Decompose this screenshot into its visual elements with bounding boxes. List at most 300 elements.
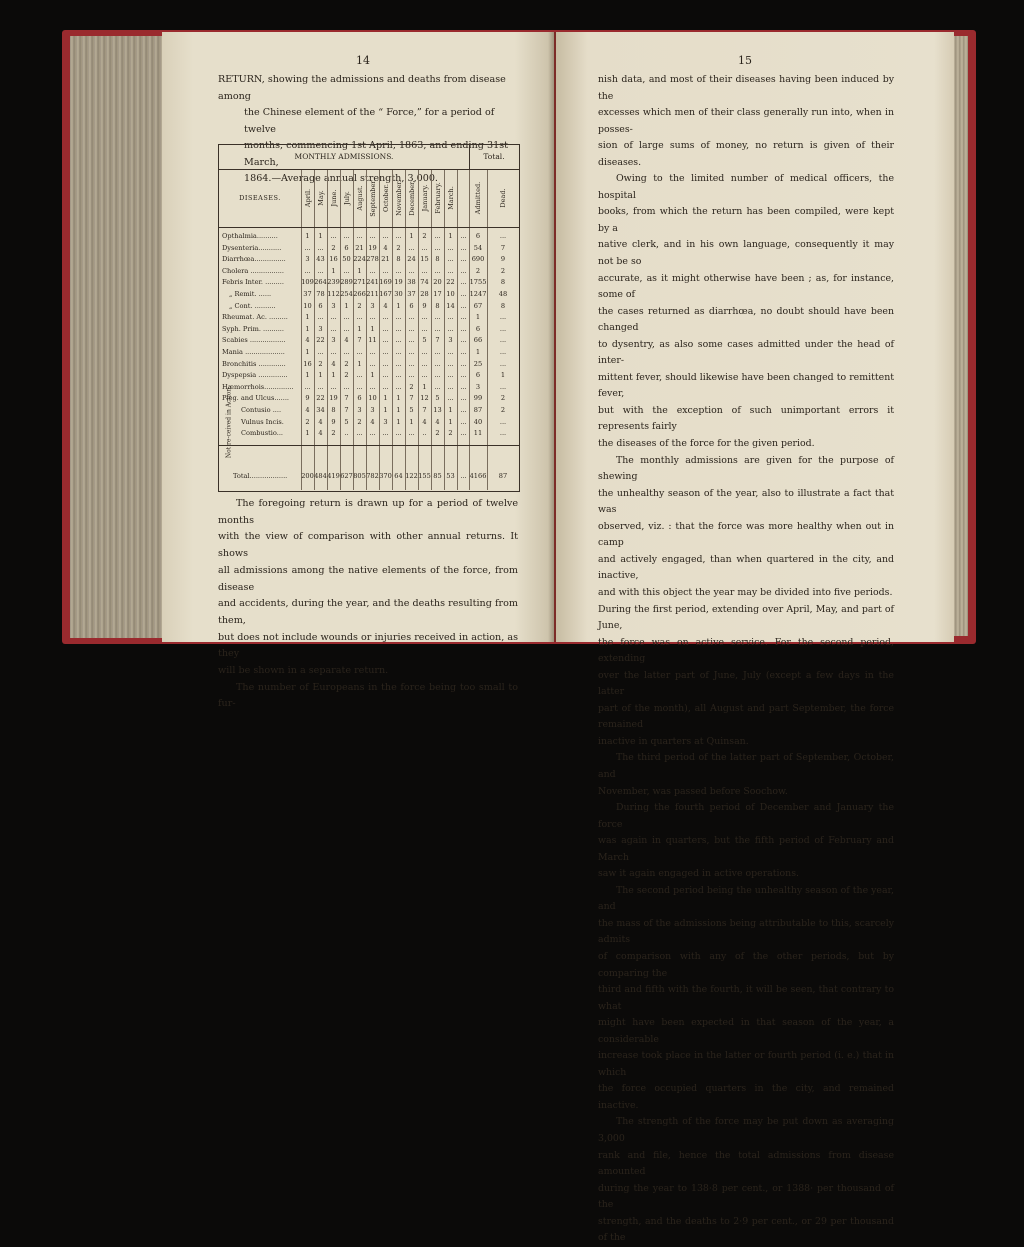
table-cell: 1 [409,417,414,426]
total-cell: 53 [446,472,455,480]
table-cell: 16 [303,359,312,368]
table-cell: 1 [305,313,310,322]
table-cell: 2 [344,371,349,380]
table-cell: ... [434,232,441,240]
table-cell: 2 [318,359,323,368]
table-cell: 3 [305,255,310,264]
table-cell: 6 [409,301,414,310]
table-cell: ... [369,429,376,438]
table-row [219,393,519,405]
table-cell: ... [408,371,415,380]
table-cell: 19 [329,394,338,403]
table-cell: 8 [435,255,440,264]
month-header-label: August. [355,185,364,211]
table-cell: ... [382,382,389,391]
month-header [418,170,431,226]
table-cell: 167 [379,290,392,298]
table-cell: 15 [420,255,429,264]
total-cell: 419 [327,472,340,480]
table-cell: ... [460,324,467,333]
table-cell: ... [408,324,415,333]
disease-name: Dysenteria........... [222,243,282,252]
table-cell: ... [460,243,467,252]
table-cell: 8 [435,301,440,310]
table-cell: ... [343,232,350,240]
total-cell: 200 [301,472,314,480]
table-row [219,370,519,382]
table-cell: ... [395,429,402,438]
table-cell: 3 [318,324,323,333]
table-cell: ... [369,348,376,356]
month-header-label: July. [342,191,351,205]
table-row [219,324,519,336]
total-cell: 155 [418,472,431,480]
table-cell: ... [447,359,454,368]
table-cell: ... [408,348,415,356]
disease-name: Dyspepsia .............. [222,371,288,380]
table-cell: ... [460,266,467,275]
table-cell: ... [304,382,311,391]
paragraph-line: the diseases of the force for the given period. [598,438,815,450]
table-cell: 112 [327,290,340,298]
month-header [405,170,418,226]
table-cell: ... [382,324,389,333]
disease-name: „ Remit. ...... [229,290,272,298]
table-cell: ... [317,266,324,275]
table-cell: 7 [357,336,362,345]
table-cell: ... [408,429,415,438]
table-cell: 1 [370,324,375,333]
total-cell: 64 [394,472,403,480]
table-cell: 109 [301,278,314,287]
paragraph-line: excesses which men of their class generally run into, when in posses- [598,107,894,135]
month-header [392,170,405,226]
section-brace-label [221,386,237,459]
paragraph-line: increase took place in the latter or fourth period (i. e.) that in which [598,1050,894,1078]
disease-name: Pleg. and Ulcus....... [222,394,290,403]
heading-line: 1864.—Average annual strength, 3,000. [244,173,438,184]
table-cell: 38 [407,278,416,287]
table-cell: 1 [448,232,453,240]
paragraph-line: with the view of comparison with other annual returns. It shows [218,531,518,560]
table-cell: 1247 [469,290,487,298]
section-label: Not re-ceived in Action. [225,386,233,459]
table-cell: 30 [394,290,403,298]
table-cell: 9 [305,394,310,403]
table-cell: 1 [475,313,481,322]
table-cell: ... [395,348,402,356]
total-cell: 122 [405,472,418,480]
disease-name: Febris Inter. ......... [222,278,284,287]
table-cell: 1 [422,382,427,391]
table-cell: ... [499,359,507,368]
table-cell: ... [395,336,402,345]
month-header-label: January. [420,184,429,212]
monthly-admissions-header: MONTHLY ADMISSIONS. [219,145,470,169]
month-header [340,170,353,226]
table-cell: 4 [318,417,323,426]
table-cell: 4 [435,417,440,426]
table-cell: 1 [318,371,323,380]
table-cell: 1 [305,371,310,380]
table-cell: 1 [357,266,362,275]
table-cell: ... [499,336,507,345]
table-cell: ... [395,359,402,368]
table-cell: ... [499,429,507,438]
table-cell: 8 [331,406,336,414]
total-header: Total. [483,152,505,161]
table-group-header [219,145,519,170]
paragraph-line: but with the exception of such unimportant errors it represents fairly [598,404,894,433]
month-header-label: February. [433,182,442,214]
table-cell: 24 [407,255,416,264]
table-cell: ... [382,266,389,275]
table-cell: ... [304,266,311,275]
table-cell: 289 [340,278,353,287]
table-cell: 21 [355,243,364,252]
table-cell: ... [460,394,467,403]
table-cell: 9 [500,255,506,264]
table-cell: 13 [433,406,442,414]
table-cell: ... [330,348,337,356]
month-header-label: September. [368,179,377,217]
table-cell: 7 [500,243,506,252]
header-rule [219,227,519,228]
paragraph-line: The monthly admissions are given for the purpose of shewing [598,454,894,483]
table-cell: 1755 [469,278,487,287]
table-row [219,417,519,429]
table-cell: 3 [357,406,362,414]
table-cell: 4 [305,406,310,414]
paragraph-line: sion of large sums of money, no return is given of their diseases. [598,140,894,168]
table-cell: 6 [344,243,349,252]
table-cell: 21 [381,255,390,264]
table-cell: 10 [446,290,455,298]
table-cell: ... [434,359,441,368]
table-cell: ... [369,266,376,275]
paragraph-line: November, was passed before Soochow. [598,785,788,797]
table-cell: 6 [357,394,362,403]
table-cell: 28 [420,290,429,298]
table-cell: 20 [433,278,442,287]
paragraph-line: the force occupied quarters in the city, and remained inactive. [598,1083,894,1111]
total-cell: 805 [353,472,366,480]
table-cell: 1 [396,394,401,403]
table-cell: ... [447,371,454,380]
table-cell: ... [369,359,376,368]
paragraph-line: during the year to 138·8 per cent., or 1388· per thousand of the [598,1182,894,1211]
table-cell: ... [421,266,428,275]
table-cell: 1 [305,429,310,438]
table-cell: 12 [420,394,429,403]
page-number: 15 [738,54,752,67]
paragraph-line: During the fourth period of December and January the force [598,802,894,830]
table-cell: 8 [396,255,401,264]
table-cell: 1 [331,371,336,380]
table-cell: 25 [473,359,483,368]
table-cell: ... [356,382,363,391]
table-cell: 254 [340,290,353,298]
table-cell: 40 [473,417,483,426]
table-cell: 19 [368,243,377,252]
table-cell: 2 [448,429,453,438]
total-cell: ... [460,472,467,480]
month-header-label: April. [303,188,312,208]
paragraph-line: The foregoing return is drawn up for a period of twelve months [218,498,518,526]
paragraph-line: will be shown in a separate return. [218,665,389,677]
table-cell: ... [421,324,428,333]
disease-name: Mania ................... [222,348,285,356]
table-cell: ... [447,313,454,322]
paragraph-line: mittent fever, should likewise have been changed to remittent fever, [598,371,894,400]
paragraph-line: over the latter part of June, July (except a few days in the latter [598,669,894,698]
table-cell: 74 [420,278,429,287]
heading-line: the Chinese element of the “ Force,” for a period of twelve [244,107,495,135]
month-header [366,170,379,226]
table-row [219,277,519,289]
table-row [219,312,519,324]
left-body-text [218,496,518,713]
paragraph-line: The third period of the latter part of September, October, and [598,752,894,780]
paragraph-line: During the first period, extending over April, May, and part of June, [598,603,894,632]
paragraph-line: accurate, as it might otherwise have been ; as, for instance, some of [598,272,894,301]
table-cell: ... [447,243,454,252]
table-cell: 10 [368,394,377,403]
paragraph-line: but does not include wounds or injuries received in action, as they [218,631,518,660]
table-cell: 1 [396,406,401,414]
table-cell: 278 [366,255,379,264]
month-header [444,170,457,226]
table-cell: 7 [344,406,349,414]
table-cell: 3 [475,382,481,391]
table-cell: ... [460,429,467,438]
disease-name: Syph. Prim. .......... [222,324,285,333]
table-cell: 5 [435,394,440,403]
table-cell: 6 [475,324,481,333]
table-cell: ... [369,232,376,240]
table-cell: 3 [383,417,388,426]
table-cell: 4 [318,429,323,438]
table-cell: ... [460,348,467,356]
disease-name: Scabies ................. [222,336,286,345]
table-cell: 3 [331,336,336,345]
table-cell: ... [343,382,350,391]
total-label: Total.................. [233,472,288,480]
table-cell: ... [317,313,324,322]
table-cell: ... [395,371,402,380]
table-cell: 1 [500,371,506,380]
table-cell: ... [395,313,402,322]
paragraph-line: the unhealthy season of the year, also to illustrate a fact that was [598,487,894,516]
table-cell: 99 [473,394,483,403]
table-cell: 2 [500,394,506,403]
table-cell: 1 [383,394,388,403]
table-cell: ... [447,324,454,333]
month-header-label: December. [407,180,416,216]
heading-line: RETURN, showing the admissions and deaths from disease among [218,74,506,102]
table-cell: ... [382,232,389,240]
disease-name: Rheumat. Ac. ......... [222,313,288,322]
table-cell: ... [395,382,402,391]
table-cell: 54 [473,243,483,252]
table-cell: ... [421,243,428,252]
table-cell: ... [330,324,337,333]
paragraph-line: the cases returned as diarrhœa, no doubt should have been changed [598,305,894,334]
table-cell: 1 [383,406,388,414]
table-cell: 2 [475,266,481,275]
table-cell: ... [343,348,350,356]
table-cell: 4 [344,336,349,345]
total-column-header [487,170,519,226]
month-header [301,170,314,226]
table-cell: 1 [409,232,414,240]
table-cell: ... [434,371,441,380]
table-cell: 2 [331,429,336,438]
table-cell: ... [369,313,376,322]
table-cell: ... [356,348,363,356]
table-cell: ... [460,371,467,380]
table-cell: ... [434,382,441,391]
table-cell: 4 [305,336,310,345]
disease-name: Combustio... [241,429,284,438]
table-cell: ... [343,266,350,275]
table-cell: ... [434,266,441,275]
paragraph-line: part of the month), all August and part September, the force remained [598,702,894,731]
paragraph-line: nish data, and most of their diseases having been induced by the [598,74,894,102]
paragraph-line: The number of Europeans in the force being too small to fur- [218,681,518,710]
table-row [219,243,519,255]
month-header-label: March. [446,186,455,210]
table-cell: ... [460,278,467,287]
table-row [219,347,519,359]
heading-line: months, commencing 1st April, 1863, and ending 31st March, [244,140,508,168]
paragraph-line: and with this object the year may be divided into five periods. [598,586,893,598]
table-cell: 6 [318,301,323,310]
table-cell: 3 [331,301,336,310]
table-cell: ... [499,313,507,322]
disease-name: Vulnus Incis. [241,417,284,426]
paragraph-line: was again in quarters, but the fifth period of February and March [598,835,894,863]
paragraph-line: saw it again engaged in active operations. [598,868,800,880]
total-column-header [469,170,487,226]
table-row [219,405,519,417]
table-cell: 2 [500,406,506,414]
table-row [219,301,519,313]
table-cell: ... [369,382,376,391]
page-edges-left [70,36,166,638]
table-cell: ... [330,232,337,240]
table-row [219,266,519,278]
admissions-table [218,144,520,492]
table-row [219,289,519,301]
table-cell: 2 [422,232,427,240]
paragraph-line: books, from which the return has been compiled, were kept by a [598,206,894,234]
paragraph-line: all admissions among the native elements of the force, from disease [218,564,518,593]
table-cell: 5 [344,417,349,426]
table-cell: ... [460,232,467,240]
table-cell: ... [330,313,337,322]
table-cell: 11 [473,429,483,438]
table-row [219,254,519,266]
disease-name: Opthalmia.......... [222,232,278,240]
table-cell: ... [356,371,363,380]
table-cell: ... [434,243,441,252]
table-cell: ... [382,359,389,368]
table-cell: ... [447,348,454,356]
table-cell: 50 [342,255,351,264]
table-cell: 4 [331,359,336,368]
paragraph-line: strength, and the deaths to 2·9 per cent., or 29 per thousand of the [598,1215,894,1244]
table-cell: ... [460,255,467,264]
month-header [327,170,340,226]
table-cell: ... [434,348,441,356]
table-cell: 2 [409,382,414,391]
paragraph-line: the mass of the admissions being attributable to this, scarcely admits [598,917,894,946]
table-cell: 14 [446,301,455,310]
table-cell: 7 [344,394,349,403]
table-cell: 264 [314,278,327,287]
table-cell: ... [343,313,350,322]
table-cell: 37 [407,290,416,298]
table-cell: 2 [305,417,310,426]
table-cell: 1 [448,417,453,426]
table-cell: ... [408,336,415,345]
table-cell: ... [317,382,324,391]
paragraph-line: might have been expected in that season of the year, a considerable [598,1017,894,1045]
paragraph-line: inactive in quarters at Quinsan. [598,735,749,747]
table-cell: 6 [475,371,481,380]
table-cell: ... [447,382,454,391]
table-cell: 1 [396,417,401,426]
table-cell: 87 [473,406,483,414]
table-cell: ... [421,348,428,356]
page-number: 14 [356,54,370,67]
table-cell: 1 [344,301,349,310]
month-header-label: October. [381,184,390,212]
month-header [431,170,444,226]
table-cell: ... [460,382,467,391]
table-cell: 5 [422,336,427,345]
table-cell: 22 [316,336,325,345]
table-cell: .. [344,429,349,438]
table-cell: ... [304,243,311,252]
total-cell: 87 [498,472,508,480]
table-cell: 1 [396,301,401,310]
table-cell: 2 [396,243,401,252]
paragraph-line: The second period being the unhealthy season of the year, and [598,884,894,913]
diseases-header: DISEASES. [239,194,281,202]
table-cell: ... [460,290,467,298]
table-cell: ... [382,336,389,345]
table-cell: 211 [366,290,379,298]
table-cell: 224 [353,255,366,264]
table-cell: ... [499,232,507,240]
table-cell: 19 [394,278,403,287]
total-cell: 85 [433,472,442,480]
table-cell: 1 [305,324,310,333]
page-edges-right [952,36,968,636]
disease-name: Hæmorrhois.............. [222,382,294,391]
table-cell: 11 [368,336,377,345]
table-cell: 22 [316,394,325,403]
table-cell: 43 [316,255,325,264]
table-cell: ... [343,324,350,333]
table-cell: 6 [475,232,481,240]
month-header-label: June. [329,189,338,207]
table-cell: 1 [475,348,481,356]
paragraph-line: The strength of the force may be put down as averaging 3,000 [598,1116,894,1144]
table-cell: ... [317,243,324,252]
